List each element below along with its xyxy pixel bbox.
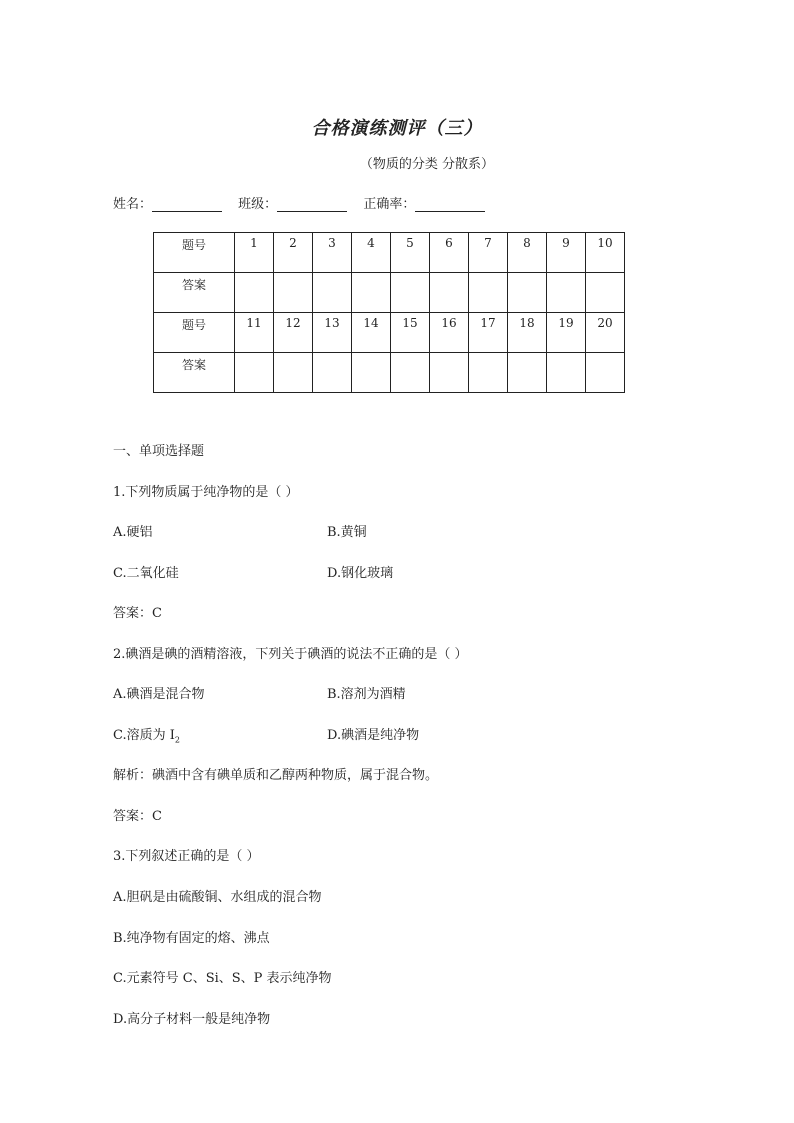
question-2-analysis: 解析：碘酒中含有碘单质和乙醇两种物质，属于混合物。 [113,768,439,783]
section-heading: 一、单项选择题 [113,444,205,459]
answer-cell[interactable] [235,353,274,393]
answer-cell[interactable] [313,353,352,393]
table-row [154,353,625,393]
table-cell: 3 [313,233,352,273]
table-cell: 11 [235,313,274,353]
table-cell: 7 [469,233,508,273]
table-cell: 1 [235,233,274,273]
table-cell: 4 [352,233,391,273]
table-cell: 6 [430,233,469,273]
table-cell: 8 [508,233,547,273]
page-subtitle: （物质的分类 分散系） [359,157,495,172]
table-cell: 12 [274,313,313,353]
row-label: 题号 [154,233,235,273]
table-cell: 9 [547,233,586,273]
question-1-stem: 1.下列物质属于纯净物的是（ ） [113,485,299,500]
question-3-option-d: D.高分子材料一般是纯净物 [113,1012,271,1027]
question-2-option-a: A.碘酒是混合物 [113,687,205,702]
answer-table [153,232,625,393]
table-cell: 20 [586,313,625,353]
question-1-answer: 答案：C [113,606,162,621]
question-2-option-c [113,724,180,745]
question-3-option-b: B.纯净物有固定的熔、沸点 [113,931,270,946]
answer-cell[interactable] [508,353,547,393]
question-3-stem: 3.下列叙述正确的是（ ） [113,849,260,864]
answer-cell[interactable] [235,273,274,313]
row-label: 答案 [154,353,235,393]
table-cell: 15 [391,313,430,353]
question-1-option-c: C.二氧化硅 [113,566,179,581]
table-cell: 16 [430,313,469,353]
question-1-option-d: D.钢化玻璃 [327,566,394,581]
table-cell: 18 [508,313,547,353]
name-label: 姓名： [113,197,153,212]
answer-cell[interactable] [274,353,313,393]
answer-cell[interactable] [586,273,625,313]
answer-cell[interactable] [508,273,547,313]
table-cell: 5 [391,233,430,273]
table-cell: 2 [274,233,313,273]
answer-cell[interactable] [469,273,508,313]
question-2-stem: 2.碘酒是碘的酒精溶液，下列关于碘酒的说法不正确的是（ ） [113,647,468,662]
question-2-option-d: D.碘酒是纯净物 [327,728,420,743]
table-row [154,273,625,313]
table-cell: 14 [352,313,391,353]
answer-cell[interactable] [352,273,391,313]
table-cell: 19 [547,313,586,353]
answer-cell[interactable] [391,273,430,313]
answer-cell[interactable] [274,273,313,313]
table-cell: 10 [586,233,625,273]
answer-cell[interactable] [547,353,586,393]
table-cell: 17 [469,313,508,353]
answer-cell[interactable] [313,273,352,313]
accuracy-blank[interactable] [415,197,485,212]
row-label: 题号 [154,313,235,353]
question-2-option-b: B.溶剂为酒精 [327,687,406,702]
class-blank[interactable] [277,197,347,212]
answer-cell[interactable] [430,353,469,393]
question-3-option-a: A.胆矾是由硫酸铜、水组成的混合物 [113,890,322,905]
question-3-option-c: C.元素符号 C、Si、S、P 表示纯净物 [113,971,332,986]
answer-cell[interactable] [547,273,586,313]
answer-cell[interactable] [469,353,508,393]
accuracy-label: 正确率： [363,197,416,212]
subscript: 2 [174,735,180,745]
question-1-option-b: B.黄铜 [327,525,367,540]
student-info-line [113,193,497,212]
answer-cell[interactable] [391,353,430,393]
answer-cell[interactable] [430,273,469,313]
answer-cell[interactable] [352,353,391,393]
question-1-option-a: A.硬铝 [113,525,153,540]
question-2-answer: 答案：C [113,809,162,824]
class-label: 班级： [238,197,278,212]
table-row [154,313,625,353]
table-row [154,233,625,273]
row-label: 答案 [154,273,235,313]
name-blank[interactable] [152,197,222,212]
option-c-text: C.溶质为 I [113,728,175,743]
table-cell: 13 [313,313,352,353]
answer-cell[interactable] [586,353,625,393]
page-title: 合格演练测评（三） [311,118,483,139]
